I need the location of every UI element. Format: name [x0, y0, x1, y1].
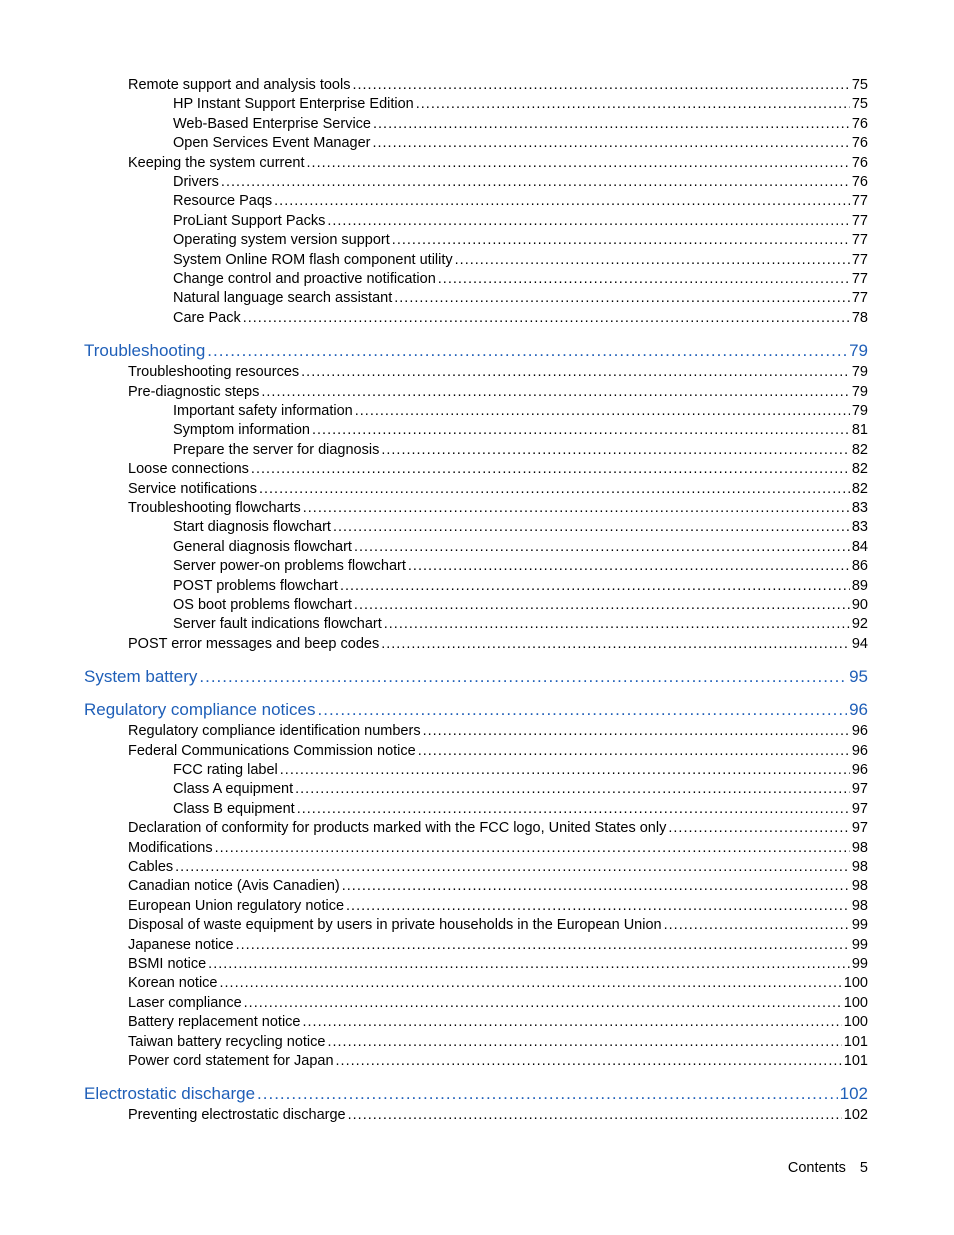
toc-page-number: 75	[851, 77, 868, 93]
toc-entry-title: Keeping the system current	[128, 154, 305, 171]
toc-dot-leader	[340, 577, 850, 595]
toc-page-number: 79	[851, 383, 868, 400]
toc-entry[interactable]	[0, 596, 954, 614]
toc-dot-leader	[373, 115, 850, 133]
toc-page-number: 97	[851, 800, 868, 817]
toc-page-number: 96	[851, 742, 868, 759]
toc-entry-title: Troubleshooting resources	[128, 364, 300, 381]
toc-entry[interactable]	[0, 499, 954, 517]
toc-dot-leader	[327, 1033, 841, 1051]
toc-entry-title: System battery	[84, 667, 198, 687]
toc-entry[interactable]	[0, 441, 954, 459]
toc-dot-leader	[221, 173, 850, 191]
toc-page-number: 97	[851, 781, 868, 798]
toc-entry-title: POST problems flowchart	[173, 577, 338, 594]
toc-page-number: 76	[851, 154, 868, 171]
toc-entry-title: General diagnosis flowchart	[173, 538, 352, 555]
toc-page-number: 84	[851, 538, 868, 555]
toc-entry[interactable]	[0, 1033, 954, 1051]
toc-entry-title: Cables	[128, 859, 174, 875]
toc-entry-title: Power cord statement for Japan	[128, 1053, 334, 1069]
toc-entry[interactable]	[0, 538, 954, 556]
toc-entry-title: ProLiant Support Packs	[173, 212, 326, 229]
toc-page-number: 101	[843, 1033, 868, 1050]
toc-page-number: 77	[851, 251, 868, 268]
toc-entry-title: Regulatory compliance identification numbers	[128, 723, 421, 740]
toc-entry[interactable]	[0, 115, 954, 133]
toc-page-number: 83	[851, 500, 868, 516]
toc-entry[interactable]	[0, 1013, 954, 1031]
toc-dot-leader	[207, 340, 847, 362]
toc-entry-title: FCC rating label	[173, 762, 278, 778]
toc-entry-title: Operating system version support	[173, 232, 390, 249]
toc-entry[interactable]	[0, 780, 954, 798]
toc-entry[interactable]	[0, 994, 954, 1012]
toc-dot-leader	[297, 800, 850, 818]
toc-entry[interactable]	[0, 819, 954, 837]
toc-entry-title: Service notifications	[128, 480, 257, 497]
toc-dot-leader	[355, 402, 850, 420]
toc-page-number: 95	[849, 667, 868, 687]
toc-entry[interactable]	[0, 557, 954, 575]
toc-entry[interactable]	[0, 251, 954, 269]
toc-entry[interactable]	[0, 363, 954, 381]
toc-entry-title: Drivers	[173, 174, 219, 190]
toc-page-number: 98	[851, 878, 868, 895]
toc-page-number: 92	[851, 616, 868, 633]
toc-entry[interactable]	[0, 858, 954, 876]
toc-entry-title: Class B equipment	[173, 800, 295, 817]
toc-dot-leader	[208, 955, 850, 973]
toc-entry[interactable]	[0, 154, 954, 172]
toc-entry[interactable]	[0, 212, 954, 230]
toc-dot-leader	[346, 897, 850, 915]
toc-dot-leader	[348, 1106, 842, 1124]
toc-entry-title: HP Instant Support Enterprise Edition	[173, 96, 414, 113]
toc-page-number: 79	[851, 403, 868, 419]
toc-dot-leader	[303, 499, 850, 517]
page-footer	[788, 1159, 868, 1177]
toc-page-number: 78	[851, 309, 868, 326]
toc-chapter[interactable]	[0, 1083, 954, 1105]
toc-dot-leader	[274, 192, 850, 210]
toc-dot-leader	[244, 994, 842, 1012]
toc-entry[interactable]	[0, 480, 954, 498]
toc-page-number: 99	[851, 917, 868, 934]
toc-chapter[interactable]	[0, 666, 954, 688]
toc-dot-leader	[394, 289, 850, 307]
toc-dot-leader	[312, 421, 850, 439]
toc-page-number: 100	[843, 994, 868, 1011]
toc-entry-title: Federal Communications Commission notice	[128, 742, 416, 759]
toc-dot-leader	[455, 251, 850, 269]
toc-entry[interactable]	[0, 839, 954, 857]
toc-entry[interactable]	[0, 974, 954, 992]
toc-page-number: 76	[851, 135, 868, 152]
toc-entry-title: Class A equipment	[173, 781, 294, 798]
toc-page-number: 82	[851, 441, 868, 458]
toc-page-number: 98	[851, 839, 868, 856]
toc-dot-leader	[354, 538, 850, 556]
toc-entry-title: Preventing electrostatic discharge	[128, 1107, 346, 1124]
toc-entry[interactable]	[0, 76, 954, 94]
toc-page-number: 98	[851, 859, 868, 875]
toc-entry-title: Prepare the server for diagnosis	[173, 441, 380, 458]
toc-entry[interactable]	[0, 173, 954, 191]
toc-entry-title: Disposal of waste equipment by users in private households in the European Union	[128, 917, 662, 934]
toc-dot-leader	[372, 134, 849, 152]
toc-dot-leader	[215, 839, 850, 857]
toc-page-number: 77	[851, 193, 868, 210]
toc-page-number: 102	[843, 1107, 868, 1124]
toc-page-number: 77	[851, 212, 868, 229]
toc-page-number: 100	[843, 1014, 868, 1031]
toc-dot-leader	[307, 154, 850, 172]
toc-dot-leader	[236, 936, 850, 954]
toc-entry-title: Modifications	[128, 839, 213, 856]
toc-page-number: 77	[851, 290, 868, 307]
toc-dot-leader	[336, 1052, 842, 1070]
toc-page-number: 77	[851, 232, 868, 249]
toc-entry-title: Web-Based Enterprise Service	[173, 115, 371, 132]
toc-entry-title: Declaration of conformity for products marked with the FCC logo, United States only	[128, 820, 667, 837]
toc-page-number: 89	[851, 577, 868, 594]
toc-dot-leader	[261, 383, 849, 401]
toc-page-number: 96	[851, 762, 868, 778]
toc-dot-leader	[354, 596, 850, 614]
toc-page-number: 99	[851, 936, 868, 953]
toc-dot-leader	[257, 1083, 838, 1105]
toc-entry[interactable]	[0, 635, 954, 653]
toc-entry[interactable]	[0, 897, 954, 915]
toc-entry-title: Troubleshooting flowcharts	[128, 500, 301, 516]
toc-entry-title: System Online ROM flash component utility	[173, 251, 453, 268]
toc-page-number: 90	[851, 597, 868, 613]
toc-dot-leader	[318, 699, 848, 721]
toc-dot-leader	[251, 460, 850, 478]
toc-dot-leader	[327, 212, 850, 230]
toc-entry-title: Remote support and analysis tools	[128, 77, 351, 93]
toc-page-number: 76	[851, 174, 868, 190]
toc-dot-leader	[199, 666, 847, 688]
toc-page-number: 82	[851, 461, 868, 478]
toc-page-number: 79	[849, 341, 868, 361]
toc-entry-title: Electrostatic discharge	[84, 1084, 256, 1104]
toc-dot-leader	[342, 877, 850, 895]
toc-entry[interactable]	[0, 577, 954, 595]
toc-page-number: 82	[851, 480, 868, 497]
toc-dot-leader	[668, 819, 850, 837]
toc-entry-title: Regulatory compliance notices	[84, 700, 316, 720]
toc-dot-leader	[243, 309, 850, 327]
toc-dot-leader	[280, 761, 850, 779]
toc-dot-leader	[664, 916, 850, 934]
toc-entry[interactable]	[0, 1106, 954, 1124]
toc-entry-title: Resource Paqs	[173, 193, 273, 210]
toc-dot-leader	[333, 518, 850, 536]
toc-entry-title: Loose connections	[128, 461, 249, 478]
toc-entry-title: BSMI notice	[128, 956, 207, 972]
toc-entry[interactable]	[0, 402, 954, 420]
toc-entry-title: Symptom information	[173, 422, 310, 439]
footer-page-number: 5	[859, 1160, 868, 1176]
toc-entry[interactable]	[0, 460, 954, 478]
toc-dot-leader	[381, 635, 850, 653]
toc-entry-title: European Union regulatory notice	[128, 897, 345, 914]
toc-entry[interactable]	[0, 877, 954, 895]
toc-entry-title: Korean notice	[128, 975, 218, 992]
toc-entry[interactable]	[0, 383, 954, 401]
toc-entry-title: Battery replacement notice	[128, 1014, 301, 1031]
toc-dot-leader	[302, 1013, 841, 1031]
toc-entry-title: OS boot problems flowchart	[173, 597, 352, 613]
toc-dot-leader	[219, 974, 841, 992]
toc-page-number: 97	[851, 820, 868, 837]
toc-entry-title: POST error messages and beep codes	[128, 635, 380, 652]
toc-page-number: 98	[851, 897, 868, 914]
toc-entry[interactable]	[0, 936, 954, 954]
toc-entry-title: Care Pack	[173, 309, 241, 326]
toc-entry[interactable]	[0, 761, 954, 779]
toc-dot-leader	[423, 722, 850, 740]
toc-entry[interactable]	[0, 270, 954, 288]
toc-dot-leader	[175, 858, 850, 876]
toc-page-number: 81	[851, 422, 868, 439]
toc-entry-title: Pre-diagnostic steps	[128, 383, 260, 400]
toc-chapter[interactable]	[0, 699, 954, 721]
toc-dot-leader	[259, 480, 850, 498]
toc-entry[interactable]	[0, 134, 954, 152]
toc-entry-title: Change control and proactive notification	[173, 271, 436, 287]
toc-dot-leader	[384, 615, 850, 633]
toc-entry[interactable]	[0, 289, 954, 307]
toc-page-number: 100	[843, 975, 868, 992]
toc-entry[interactable]	[0, 309, 954, 327]
toc-dot-leader	[408, 557, 850, 575]
toc-entry-title: Japanese notice	[128, 936, 234, 953]
toc-entry-title: Taiwan battery recycling notice	[128, 1033, 326, 1050]
toc-entry[interactable]	[0, 722, 954, 740]
toc-entry[interactable]	[0, 95, 954, 113]
toc-entry[interactable]	[0, 518, 954, 536]
toc-entry-title: Laser compliance	[128, 994, 242, 1011]
toc-entry[interactable]	[0, 231, 954, 249]
toc-page-number: 99	[851, 956, 868, 972]
toc-entry-title: Natural language search assistant	[173, 290, 393, 307]
toc-entry-title: Important safety information	[173, 403, 353, 419]
toc-entry-title: Server power-on problems flowchart	[173, 558, 406, 575]
toc-page-number: 79	[851, 364, 868, 381]
toc-dot-leader	[438, 270, 850, 288]
toc-page-number: 101	[843, 1053, 868, 1069]
toc-entry[interactable]	[0, 1052, 954, 1070]
toc-page-number: 83	[851, 519, 868, 536]
toc-page-number: 86	[851, 558, 868, 575]
toc-entry-title: Open Services Event Manager	[173, 135, 371, 152]
toc-dot-leader	[418, 742, 850, 760]
toc-dot-leader	[301, 363, 850, 381]
toc-entry-title: Troubleshooting	[84, 341, 206, 361]
footer-section-label: Contents	[787, 1160, 846, 1176]
toc-entry[interactable]	[0, 742, 954, 760]
toc-entry-title: Server fault indications flowchart	[173, 616, 382, 633]
toc-page-number: 96	[849, 700, 868, 720]
toc-entry[interactable]	[0, 800, 954, 818]
toc-page-number: 94	[851, 635, 868, 652]
toc-chapter[interactable]	[0, 340, 954, 362]
toc-dot-leader	[381, 441, 850, 459]
toc-entry[interactable]	[0, 192, 954, 210]
toc-dot-leader	[392, 231, 850, 249]
toc-dot-leader	[295, 780, 850, 798]
toc-page-number: 96	[851, 723, 868, 740]
toc-entry[interactable]	[0, 955, 954, 973]
toc-page-number: 77	[851, 271, 868, 287]
toc-page-number: 102	[839, 1084, 868, 1104]
toc-entry[interactable]	[0, 615, 954, 633]
toc-dot-leader	[416, 95, 850, 113]
toc-entry[interactable]	[0, 421, 954, 439]
toc-page-number: 76	[851, 115, 868, 132]
toc-entry-title: Start diagnosis flowchart	[173, 519, 331, 536]
toc-page-number: 75	[851, 96, 868, 113]
toc-dot-leader	[352, 76, 849, 94]
toc-entry-title: Canadian notice (Avis Canadien)	[128, 878, 340, 895]
toc-entry[interactable]	[0, 916, 954, 934]
